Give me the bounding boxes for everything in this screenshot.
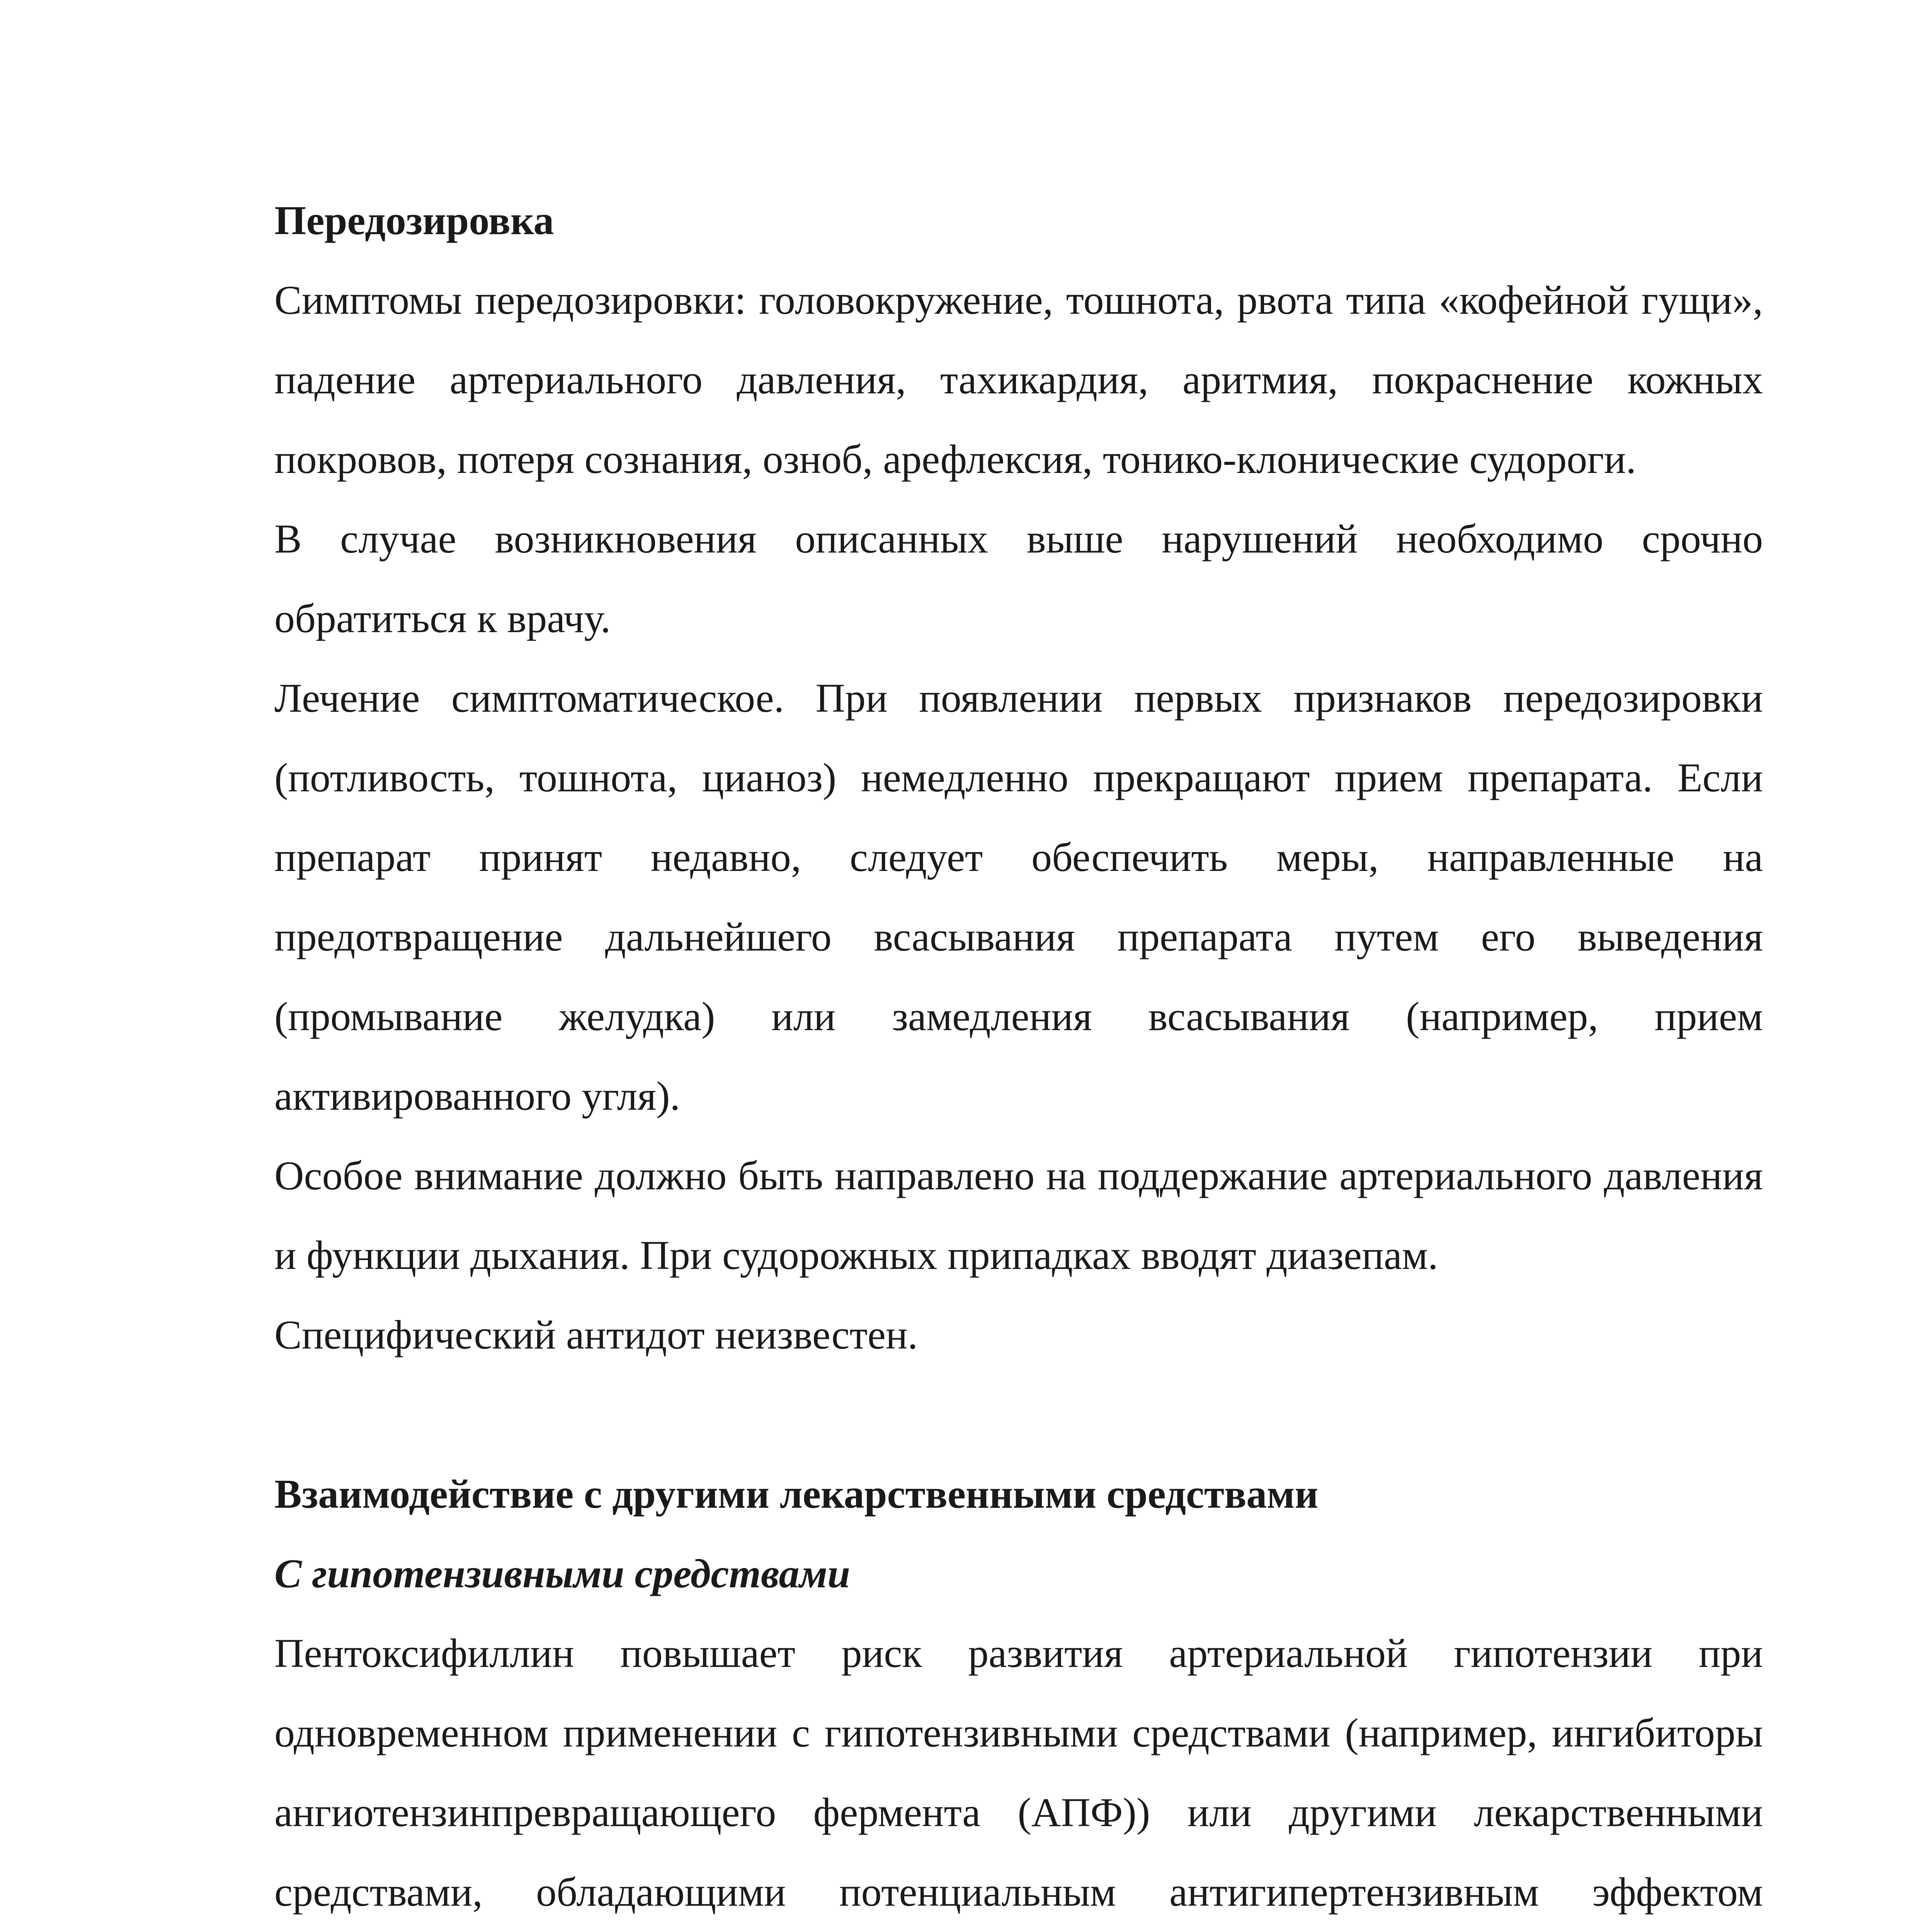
overdose-treatment-paragraph: Лечение симптоматическое. При появлении первых признаков передозировки (потливость, тошнота, цианоз) немедленно прекращают прием препарата. Если препарат принят недавно, следует обеспечить меры, направленные на предотвращение дальнейшего всасывания препарата путем его выведения (промывание желудка) или замедления всасывания (например, прием активированного угля). [274, 675, 1763, 1119]
page-content [274, 181, 1763, 1932]
overdose-support-paragraph: Особое внимание должно быть направлено на поддержание артериального давления и функции дыхания. При судорожных припадках вводят диазепам. [274, 1153, 1763, 1278]
antihypertensive-subheading: С гипотензивными средствами [274, 1551, 851, 1596]
overdose-doctor-paragraph: В случае возникновения описанных выше нарушений необходимо срочно обратиться к врачу. [274, 516, 1763, 641]
interactions-heading: Взаимодействие с другими лекарственными средствами [274, 1471, 1319, 1517]
section-spacer [274, 1375, 1763, 1454]
antihypertensive-paragraph: Пентоксифиллин повышает риск развития артериальной гипотензии при одновременном применении с гипотензивными средствами (например, ингибиторы ангиотензинпревращающего фермента (АПФ)) или другими лекарственными средствами, обладающими потенциальным антигипертензивным эффектом [274, 1631, 1763, 1915]
overdose-symptoms-paragraph: Симптомы передозировки: головокружение, тошнота, рвота типа «кофейной гущи», падение артериального давления, тахикардия, аритмия, покраснение кожных покровов, потеря сознания, озноб, арефлексия, тонико-клонические судороги. [274, 277, 1763, 482]
overdose-heading: Передозировка [274, 198, 554, 243]
overdose-antidote-paragraph: Специфический антидот неизвестен. [274, 1312, 918, 1357]
